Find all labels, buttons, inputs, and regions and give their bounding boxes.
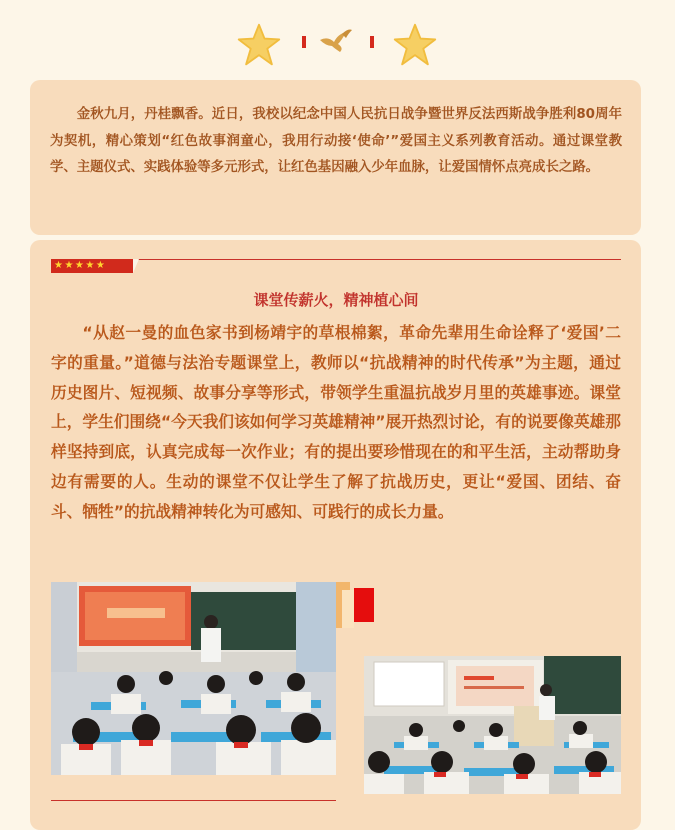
section-title: 课堂传薪火，精神植心间 [253,291,419,309]
section-stars-banner: ★★★★★ [51,259,133,273]
red-dash-left [302,36,306,48]
dove-icon [318,28,354,56]
red-dash-right [370,36,374,48]
photo-ribbon-fold-inner [342,590,354,628]
gold-star-right-icon [392,22,438,68]
classroom-photo-2 [364,656,621,794]
section-body: “从赵一曼的血色家书到杨靖宇的草根棉絮，革命先辈用生命诠释了‘爱国’二字的重量。”道德与法治专题课堂上，教师以“抗战精神的时代传承”为主题，通过历史图片、短视频、故事分享等形式，带领学生重温抗战岁月里的英雄事迹。课堂上，学生们围绕“今天我们该如何学习英雄精神”展开热烈讨论，有的说要像英雄那样坚持到底，认真完成每一次作业；有的提出要珍惜现在的和平生活，主动帮助身边有需要的人。生动的课堂不仅让学生了解了抗战历史，更让“爱国、团结、奋斗、牺牲”的抗战精神转化为可感知、可践行的成长力量。 [51,323,621,521]
banner-tail [133,259,139,273]
section-divider-bottom [51,800,336,801]
header-decoration [0,0,675,80]
intro-paragraph: 金秋九月，丹桂飘香。近日，我校以纪念中国人民抗日战争暨世界反法西斯战争胜利80周年为契机，精心策划“红色故事润童心，我用行动接‘使命’”爱国主义系列教育活动。通过课堂教学、主题仪式、实践体验等多元形式，让红色基因融入少年血脉，让爱国情怀点亮成长之路。 [50,107,622,175]
gold-star-left-icon [236,22,282,68]
photo-ribbon-flag [354,588,374,622]
classroom-photo-1 [51,582,336,775]
